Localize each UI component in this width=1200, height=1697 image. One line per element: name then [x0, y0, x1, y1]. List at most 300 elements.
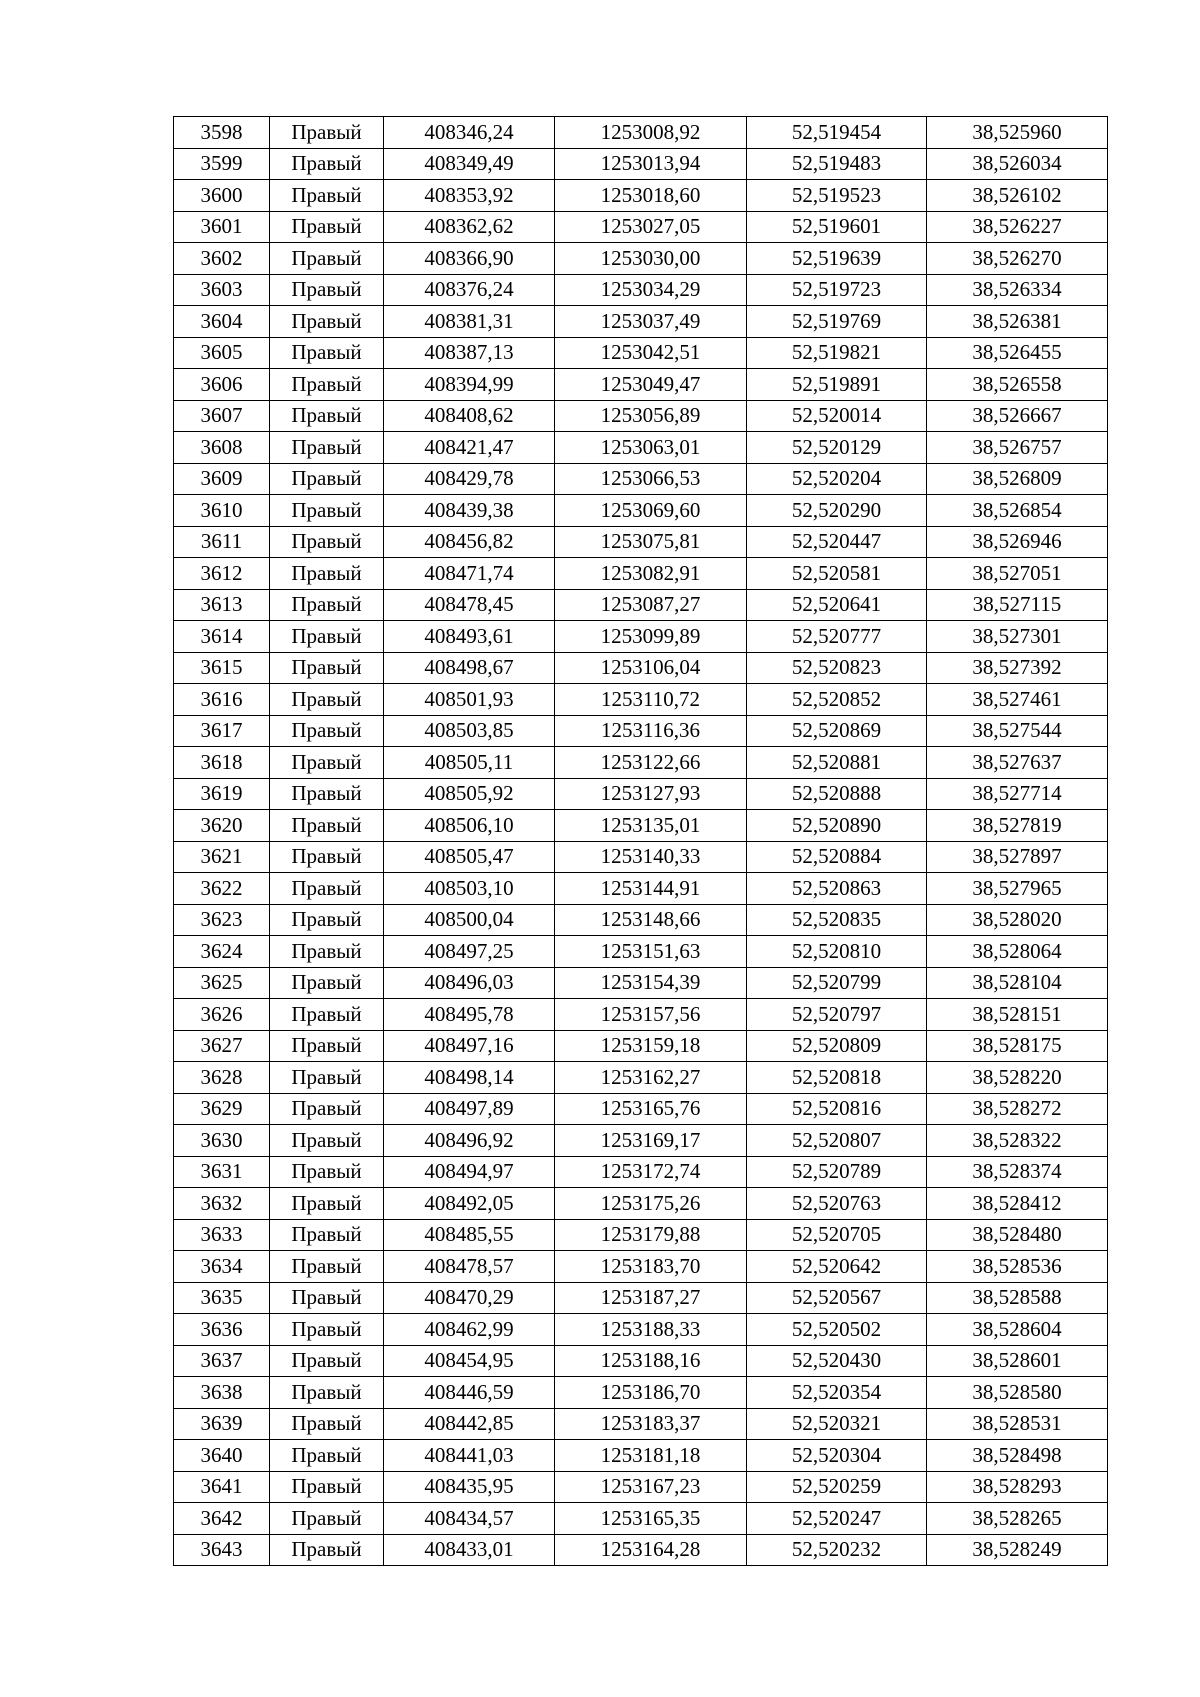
x-coordinate-cell: 408434,57: [384, 1503, 555, 1535]
point-number-cell: 3617: [174, 715, 270, 747]
side-cell: Правый: [270, 1093, 384, 1125]
latitude-cell: 52,519454: [747, 117, 927, 149]
longitude-cell: 38,526946: [927, 526, 1108, 558]
longitude-cell: 38,528104: [927, 967, 1108, 999]
x-coordinate-cell: 408470,29: [384, 1282, 555, 1314]
x-coordinate-cell: 408381,31: [384, 306, 555, 338]
x-coordinate-cell: 408394,99: [384, 369, 555, 401]
y-coordinate-cell: 1253154,39: [555, 967, 747, 999]
longitude-cell: 38,526558: [927, 369, 1108, 401]
x-coordinate-cell: 408346,24: [384, 117, 555, 149]
coordinates-table-body: [174, 117, 1108, 1566]
point-number-cell: 3636: [174, 1314, 270, 1346]
table-row: [174, 1125, 1108, 1157]
table-row: [174, 463, 1108, 495]
y-coordinate-cell: 1253013,94: [555, 148, 747, 180]
point-number-cell: 3600: [174, 180, 270, 212]
latitude-cell: 52,520818: [747, 1062, 927, 1094]
point-number-cell: 3598: [174, 117, 270, 149]
latitude-cell: 52,520354: [747, 1377, 927, 1409]
longitude-cell: 38,528220: [927, 1062, 1108, 1094]
side-cell: Правый: [270, 463, 384, 495]
longitude-cell: 38,528601: [927, 1345, 1108, 1377]
x-coordinate-cell: 408505,47: [384, 841, 555, 873]
y-coordinate-cell: 1253082,91: [555, 558, 747, 590]
point-number-cell: 3612: [174, 558, 270, 590]
point-number-cell: 3624: [174, 936, 270, 968]
latitude-cell: 52,520799: [747, 967, 927, 999]
table-row: [174, 432, 1108, 464]
longitude-cell: 38,526270: [927, 243, 1108, 275]
y-coordinate-cell: 1253069,60: [555, 495, 747, 527]
point-number-cell: 3611: [174, 526, 270, 558]
x-coordinate-cell: 408503,10: [384, 873, 555, 905]
longitude-cell: 38,528498: [927, 1440, 1108, 1472]
longitude-cell: 38,527637: [927, 747, 1108, 779]
latitude-cell: 52,520789: [747, 1156, 927, 1188]
side-cell: Правый: [270, 747, 384, 779]
point-number-cell: 3603: [174, 274, 270, 306]
x-coordinate-cell: 408446,59: [384, 1377, 555, 1409]
point-number-cell: 3602: [174, 243, 270, 275]
latitude-cell: 52,519523: [747, 180, 927, 212]
side-cell: Правый: [270, 652, 384, 684]
longitude-cell: 38,527544: [927, 715, 1108, 747]
point-number-cell: 3615: [174, 652, 270, 684]
longitude-cell: 38,527115: [927, 589, 1108, 621]
side-cell: Правый: [270, 589, 384, 621]
y-coordinate-cell: 1253140,33: [555, 841, 747, 873]
x-coordinate-cell: 408439,38: [384, 495, 555, 527]
longitude-cell: 38,528374: [927, 1156, 1108, 1188]
y-coordinate-cell: 1253034,29: [555, 274, 747, 306]
y-coordinate-cell: 1253165,76: [555, 1093, 747, 1125]
longitude-cell: 38,528175: [927, 1030, 1108, 1062]
x-coordinate-cell: 408376,24: [384, 274, 555, 306]
table-row: [174, 558, 1108, 590]
table-row: [174, 306, 1108, 338]
longitude-cell: 38,526854: [927, 495, 1108, 527]
x-coordinate-cell: 408442,85: [384, 1408, 555, 1440]
x-coordinate-cell: 408503,85: [384, 715, 555, 747]
coordinates-table: [173, 116, 1108, 1566]
table-row: [174, 1282, 1108, 1314]
latitude-cell: 52,520502: [747, 1314, 927, 1346]
table-row: [174, 369, 1108, 401]
y-coordinate-cell: 1253165,35: [555, 1503, 747, 1535]
side-cell: Правый: [270, 1377, 384, 1409]
table-row: [174, 747, 1108, 779]
table-row: [174, 495, 1108, 527]
point-number-cell: 3635: [174, 1282, 270, 1314]
latitude-cell: 52,520129: [747, 432, 927, 464]
point-number-cell: 3637: [174, 1345, 270, 1377]
latitude-cell: 52,520823: [747, 652, 927, 684]
point-number-cell: 3631: [174, 1156, 270, 1188]
latitude-cell: 52,519769: [747, 306, 927, 338]
table-row: [174, 1377, 1108, 1409]
y-coordinate-cell: 1253075,81: [555, 526, 747, 558]
side-cell: Правый: [270, 1125, 384, 1157]
table-row: [174, 841, 1108, 873]
x-coordinate-cell: 408485,55: [384, 1219, 555, 1251]
point-number-cell: 3640: [174, 1440, 270, 1472]
y-coordinate-cell: 1253049,47: [555, 369, 747, 401]
longitude-cell: 38,527301: [927, 621, 1108, 653]
y-coordinate-cell: 1253106,04: [555, 652, 747, 684]
point-number-cell: 3628: [174, 1062, 270, 1094]
point-number-cell: 3638: [174, 1377, 270, 1409]
y-coordinate-cell: 1253151,63: [555, 936, 747, 968]
longitude-cell: 38,527897: [927, 841, 1108, 873]
point-number-cell: 3608: [174, 432, 270, 464]
longitude-cell: 38,528531: [927, 1408, 1108, 1440]
side-cell: Правый: [270, 1408, 384, 1440]
x-coordinate-cell: 408366,90: [384, 243, 555, 275]
side-cell: Правый: [270, 1314, 384, 1346]
y-coordinate-cell: 1253135,01: [555, 810, 747, 842]
latitude-cell: 52,520869: [747, 715, 927, 747]
latitude-cell: 52,520430: [747, 1345, 927, 1377]
side-cell: Правый: [270, 274, 384, 306]
latitude-cell: 52,520763: [747, 1188, 927, 1220]
y-coordinate-cell: 1253042,51: [555, 337, 747, 369]
y-coordinate-cell: 1253087,27: [555, 589, 747, 621]
longitude-cell: 38,528151: [927, 999, 1108, 1031]
latitude-cell: 52,520014: [747, 400, 927, 432]
longitude-cell: 38,528020: [927, 904, 1108, 936]
table-row: [174, 652, 1108, 684]
side-cell: Правый: [270, 936, 384, 968]
table-row: [174, 400, 1108, 432]
point-number-cell: 3621: [174, 841, 270, 873]
side-cell: Правый: [270, 337, 384, 369]
table-row: [174, 810, 1108, 842]
y-coordinate-cell: 1253116,36: [555, 715, 747, 747]
y-coordinate-cell: 1253167,23: [555, 1471, 747, 1503]
longitude-cell: 38,528265: [927, 1503, 1108, 1535]
y-coordinate-cell: 1253110,72: [555, 684, 747, 716]
longitude-cell: 38,527461: [927, 684, 1108, 716]
longitude-cell: 38,526757: [927, 432, 1108, 464]
point-number-cell: 3601: [174, 211, 270, 243]
side-cell: Правый: [270, 715, 384, 747]
longitude-cell: 38,528480: [927, 1219, 1108, 1251]
y-coordinate-cell: 1253063,01: [555, 432, 747, 464]
latitude-cell: 52,520852: [747, 684, 927, 716]
point-number-cell: 3613: [174, 589, 270, 621]
longitude-cell: 38,528272: [927, 1093, 1108, 1125]
point-number-cell: 3625: [174, 967, 270, 999]
latitude-cell: 52,520304: [747, 1440, 927, 1472]
point-number-cell: 3639: [174, 1408, 270, 1440]
point-number-cell: 3626: [174, 999, 270, 1031]
table-row: [174, 1503, 1108, 1535]
latitude-cell: 52,520777: [747, 621, 927, 653]
longitude-cell: 38,526809: [927, 463, 1108, 495]
point-number-cell: 3622: [174, 873, 270, 905]
side-cell: Правый: [270, 1471, 384, 1503]
latitude-cell: 52,520888: [747, 778, 927, 810]
longitude-cell: 38,525960: [927, 117, 1108, 149]
point-number-cell: 3642: [174, 1503, 270, 1535]
side-cell: Правый: [270, 148, 384, 180]
y-coordinate-cell: 1253186,70: [555, 1377, 747, 1409]
table-row: [174, 148, 1108, 180]
point-number-cell: 3606: [174, 369, 270, 401]
x-coordinate-cell: 408493,61: [384, 621, 555, 653]
side-cell: Правый: [270, 684, 384, 716]
latitude-cell: 52,520642: [747, 1251, 927, 1283]
x-coordinate-cell: 408505,92: [384, 778, 555, 810]
x-coordinate-cell: 408454,95: [384, 1345, 555, 1377]
side-cell: Правый: [270, 873, 384, 905]
y-coordinate-cell: 1253027,05: [555, 211, 747, 243]
latitude-cell: 52,519639: [747, 243, 927, 275]
latitude-cell: 52,520835: [747, 904, 927, 936]
longitude-cell: 38,528249: [927, 1534, 1108, 1566]
table-row: [174, 243, 1108, 275]
point-number-cell: 3623: [174, 904, 270, 936]
table-row: [174, 1251, 1108, 1283]
x-coordinate-cell: 408441,03: [384, 1440, 555, 1472]
x-coordinate-cell: 408506,10: [384, 810, 555, 842]
longitude-cell: 38,526334: [927, 274, 1108, 306]
longitude-cell: 38,527819: [927, 810, 1108, 842]
side-cell: Правый: [270, 432, 384, 464]
table-row: [174, 211, 1108, 243]
table-row: [174, 1062, 1108, 1094]
table-row: [174, 1219, 1108, 1251]
latitude-cell: 52,520321: [747, 1408, 927, 1440]
point-number-cell: 3604: [174, 306, 270, 338]
longitude-cell: 38,527051: [927, 558, 1108, 590]
table-row: [174, 180, 1108, 212]
longitude-cell: 38,528580: [927, 1377, 1108, 1409]
x-coordinate-cell: 408495,78: [384, 999, 555, 1031]
y-coordinate-cell: 1253157,56: [555, 999, 747, 1031]
table-row: [174, 274, 1108, 306]
y-coordinate-cell: 1253179,88: [555, 1219, 747, 1251]
point-number-cell: 3614: [174, 621, 270, 653]
side-cell: Правый: [270, 306, 384, 338]
x-coordinate-cell: 408505,11: [384, 747, 555, 779]
latitude-cell: 52,520290: [747, 495, 927, 527]
x-coordinate-cell: 408494,97: [384, 1156, 555, 1188]
y-coordinate-cell: 1253164,28: [555, 1534, 747, 1566]
x-coordinate-cell: 408498,14: [384, 1062, 555, 1094]
latitude-cell: 52,520809: [747, 1030, 927, 1062]
longitude-cell: 38,526102: [927, 180, 1108, 212]
y-coordinate-cell: 1253037,49: [555, 306, 747, 338]
point-number-cell: 3630: [174, 1125, 270, 1157]
longitude-cell: 38,527392: [927, 652, 1108, 684]
y-coordinate-cell: 1253056,89: [555, 400, 747, 432]
latitude-cell: 52,520797: [747, 999, 927, 1031]
longitude-cell: 38,528588: [927, 1282, 1108, 1314]
x-coordinate-cell: 408497,16: [384, 1030, 555, 1062]
y-coordinate-cell: 1253099,89: [555, 621, 747, 653]
side-cell: Правый: [270, 1251, 384, 1283]
side-cell: Правый: [270, 841, 384, 873]
y-coordinate-cell: 1253122,66: [555, 747, 747, 779]
table-row: [174, 936, 1108, 968]
y-coordinate-cell: 1253066,53: [555, 463, 747, 495]
x-coordinate-cell: 408497,89: [384, 1093, 555, 1125]
x-coordinate-cell: 408471,74: [384, 558, 555, 590]
side-cell: Правый: [270, 117, 384, 149]
side-cell: Правый: [270, 558, 384, 590]
x-coordinate-cell: 408478,57: [384, 1251, 555, 1283]
longitude-cell: 38,526034: [927, 148, 1108, 180]
side-cell: Правый: [270, 1156, 384, 1188]
point-number-cell: 3643: [174, 1534, 270, 1566]
point-number-cell: 3629: [174, 1093, 270, 1125]
side-cell: Правый: [270, 1188, 384, 1220]
x-coordinate-cell: 408497,25: [384, 936, 555, 968]
y-coordinate-cell: 1253169,17: [555, 1125, 747, 1157]
side-cell: Правый: [270, 1440, 384, 1472]
table-row: [174, 684, 1108, 716]
point-number-cell: 3616: [174, 684, 270, 716]
x-coordinate-cell: 408496,92: [384, 1125, 555, 1157]
x-coordinate-cell: 408353,92: [384, 180, 555, 212]
y-coordinate-cell: 1253183,37: [555, 1408, 747, 1440]
side-cell: Правый: [270, 211, 384, 243]
latitude-cell: 52,520807: [747, 1125, 927, 1157]
y-coordinate-cell: 1253148,66: [555, 904, 747, 936]
point-number-cell: 3641: [174, 1471, 270, 1503]
y-coordinate-cell: 1253183,70: [555, 1251, 747, 1283]
x-coordinate-cell: 408387,13: [384, 337, 555, 369]
table-row: [174, 715, 1108, 747]
longitude-cell: 38,526227: [927, 211, 1108, 243]
y-coordinate-cell: 1253188,16: [555, 1345, 747, 1377]
table-row: [174, 1314, 1108, 1346]
y-coordinate-cell: 1253008,92: [555, 117, 747, 149]
longitude-cell: 38,527965: [927, 873, 1108, 905]
longitude-cell: 38,526455: [927, 337, 1108, 369]
side-cell: Правый: [270, 904, 384, 936]
x-coordinate-cell: 408462,99: [384, 1314, 555, 1346]
y-coordinate-cell: 1253159,18: [555, 1030, 747, 1062]
point-number-cell: 3610: [174, 495, 270, 527]
table-row: [174, 337, 1108, 369]
latitude-cell: 52,520232: [747, 1534, 927, 1566]
side-cell: Правый: [270, 526, 384, 558]
side-cell: Правый: [270, 1062, 384, 1094]
latitude-cell: 52,519483: [747, 148, 927, 180]
longitude-cell: 38,528293: [927, 1471, 1108, 1503]
latitude-cell: 52,519723: [747, 274, 927, 306]
latitude-cell: 52,519821: [747, 337, 927, 369]
latitude-cell: 52,520259: [747, 1471, 927, 1503]
x-coordinate-cell: 408492,05: [384, 1188, 555, 1220]
y-coordinate-cell: 1253172,74: [555, 1156, 747, 1188]
y-coordinate-cell: 1253175,26: [555, 1188, 747, 1220]
latitude-cell: 52,520884: [747, 841, 927, 873]
side-cell: Правый: [270, 1219, 384, 1251]
y-coordinate-cell: 1253127,93: [555, 778, 747, 810]
table-row: [174, 1408, 1108, 1440]
latitude-cell: 52,520567: [747, 1282, 927, 1314]
side-cell: Правый: [270, 180, 384, 212]
table-row: [174, 1440, 1108, 1472]
longitude-cell: 38,528604: [927, 1314, 1108, 1346]
side-cell: Правый: [270, 1503, 384, 1535]
x-coordinate-cell: 408429,78: [384, 463, 555, 495]
latitude-cell: 52,520641: [747, 589, 927, 621]
table-row: [174, 117, 1108, 149]
x-coordinate-cell: 408478,45: [384, 589, 555, 621]
x-coordinate-cell: 408496,03: [384, 967, 555, 999]
latitude-cell: 52,520816: [747, 1093, 927, 1125]
table-row: [174, 1030, 1108, 1062]
latitude-cell: 52,519601: [747, 211, 927, 243]
side-cell: Правый: [270, 1534, 384, 1566]
table-row: [174, 999, 1108, 1031]
side-cell: Правый: [270, 967, 384, 999]
side-cell: Правый: [270, 1030, 384, 1062]
point-number-cell: 3605: [174, 337, 270, 369]
side-cell: Правый: [270, 1345, 384, 1377]
table-row: [174, 904, 1108, 936]
latitude-cell: 52,520810: [747, 936, 927, 968]
table-row: [174, 967, 1108, 999]
point-number-cell: 3599: [174, 148, 270, 180]
side-cell: Правый: [270, 495, 384, 527]
x-coordinate-cell: 408501,93: [384, 684, 555, 716]
x-coordinate-cell: 408421,47: [384, 432, 555, 464]
latitude-cell: 52,520890: [747, 810, 927, 842]
point-number-cell: 3607: [174, 400, 270, 432]
latitude-cell: 52,520863: [747, 873, 927, 905]
point-number-cell: 3627: [174, 1030, 270, 1062]
table-row: [174, 778, 1108, 810]
latitude-cell: 52,519891: [747, 369, 927, 401]
table-row: [174, 1093, 1108, 1125]
x-coordinate-cell: 408500,04: [384, 904, 555, 936]
side-cell: Правый: [270, 400, 384, 432]
point-number-cell: 3620: [174, 810, 270, 842]
x-coordinate-cell: 408349,49: [384, 148, 555, 180]
point-number-cell: 3618: [174, 747, 270, 779]
side-cell: Правый: [270, 999, 384, 1031]
table-row: [174, 589, 1108, 621]
table-row: [174, 1156, 1108, 1188]
y-coordinate-cell: 1253188,33: [555, 1314, 747, 1346]
latitude-cell: 52,520447: [747, 526, 927, 558]
side-cell: Правый: [270, 778, 384, 810]
side-cell: Правый: [270, 1282, 384, 1314]
longitude-cell: 38,528536: [927, 1251, 1108, 1283]
table-row: [174, 873, 1108, 905]
table-row: [174, 621, 1108, 653]
y-coordinate-cell: 1253018,60: [555, 180, 747, 212]
y-coordinate-cell: 1253181,18: [555, 1440, 747, 1472]
x-coordinate-cell: 408435,95: [384, 1471, 555, 1503]
longitude-cell: 38,528064: [927, 936, 1108, 968]
longitude-cell: 38,526381: [927, 306, 1108, 338]
point-number-cell: 3633: [174, 1219, 270, 1251]
latitude-cell: 52,520705: [747, 1219, 927, 1251]
longitude-cell: 38,528322: [927, 1125, 1108, 1157]
x-coordinate-cell: 408456,82: [384, 526, 555, 558]
side-cell: Правый: [270, 369, 384, 401]
point-number-cell: 3632: [174, 1188, 270, 1220]
table-row: [174, 1345, 1108, 1377]
side-cell: Правый: [270, 243, 384, 275]
